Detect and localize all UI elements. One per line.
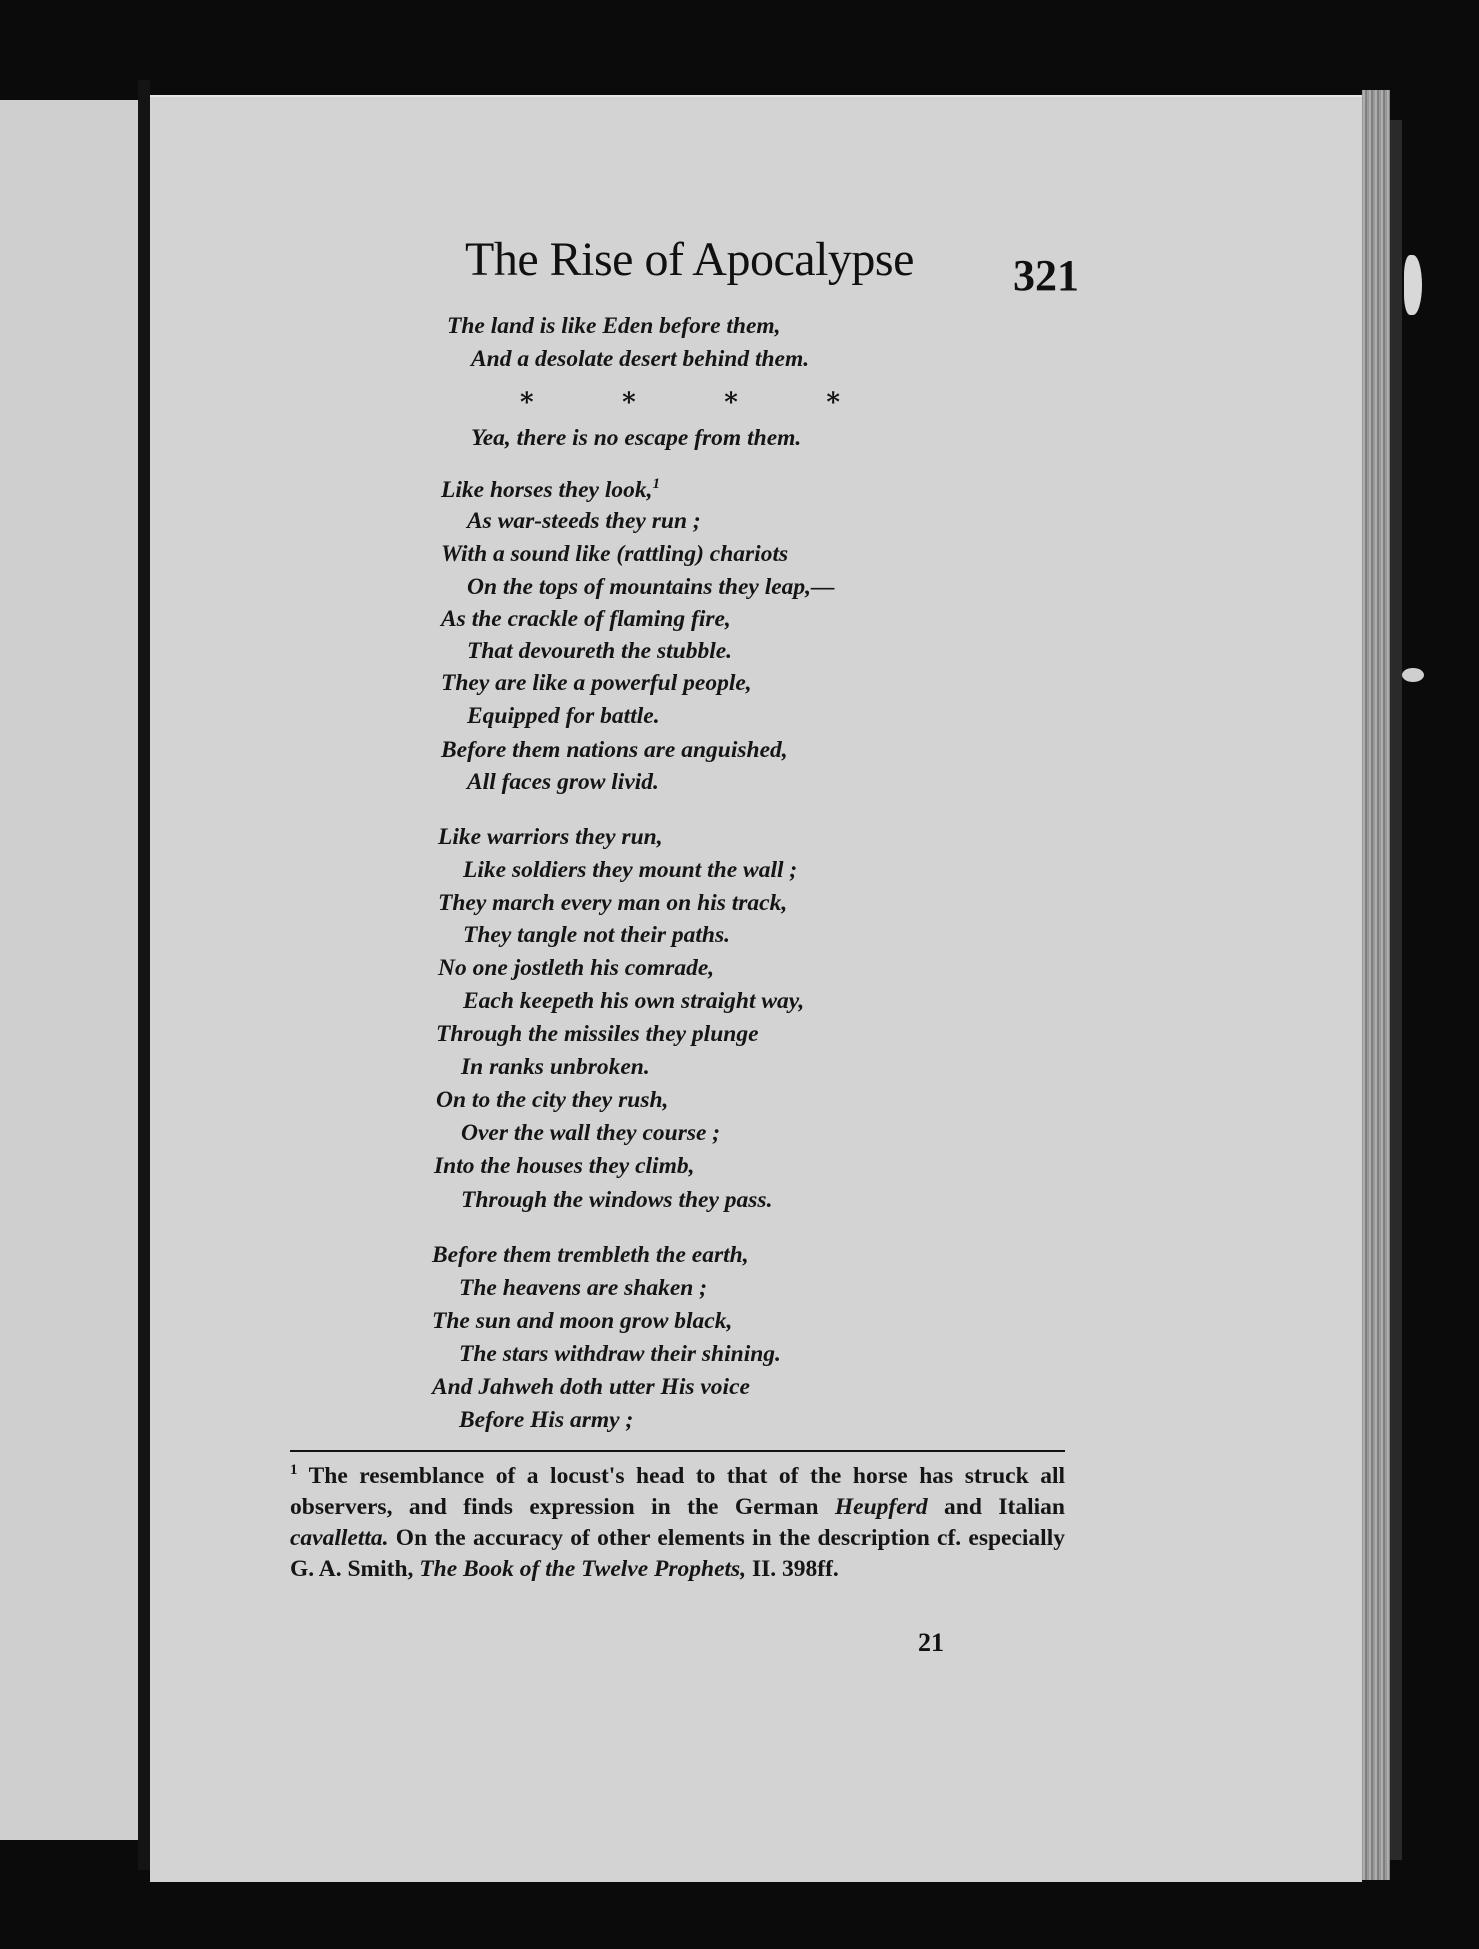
footnote [290,1455,1065,1585]
footnote-reference: 1 [652,476,660,492]
footnote-text: On the accuracy of other elements in the description cf. especially G. A. Smith, [290,1524,1065,1582]
ornament-star: * [520,388,534,418]
footnote-text: The resemblance of a locust's head to that of the horse has struck all observers, and finds expression in the German [290,1462,1065,1520]
verse-line: Yea, there is no escape from them. [471,425,802,451]
verse-line: Equipped for battle. [467,703,660,729]
ornament-star: * [622,388,636,418]
verse-line: Before them trembleth the earth, [432,1242,749,1268]
verse-line: All faces grow livid. [467,769,659,795]
page-stack-shadow [1390,120,1402,1860]
page-stack-edge [1362,90,1390,1880]
verse-line: Like soldiers they mount the wall ; [463,857,798,883]
verse-line: Through the missiles they plunge [436,1021,759,1047]
page-number: 321 [1013,251,1079,300]
verse-line: They tangle not their paths. [463,922,731,948]
footnote-term: cavalletta. [290,1524,389,1551]
verse-line: And Jahweh doth utter His voice [432,1374,750,1400]
verse-line: On the tops of mountains they leap,— [467,574,835,600]
page-speck [1402,668,1424,682]
verse-line: Each keepeth his own straight way, [463,988,805,1014]
verse-line: Like horses they look,$^1$ [441,476,660,503]
verse-line: Through the windows they pass. [461,1187,773,1213]
ornament-star: * [826,388,840,418]
verse-line: On to the city they rush, [436,1087,669,1113]
footnote-text: II. 398ff. [746,1555,839,1582]
footnote-term: Heupferd [834,1493,928,1520]
footnote-book-title: The Book of the Twelve Prophets, [419,1555,747,1582]
verse-line: As the crackle of flaming fire, [441,606,731,632]
book-gutter [138,80,150,1870]
page-tab-mark [1404,255,1422,315]
footnote-text: and Italian [927,1493,1065,1520]
facing-page-edge [0,100,141,1840]
verse-line: Before them nations are anguished, [441,737,788,763]
verse-line: The land is like Eden before them, [447,313,781,339]
verse-line: Like warriors they run, [438,824,663,850]
footnote-marker: 1 [290,1462,298,1478]
verse-line: As war-steeds they run ; [467,508,701,534]
verse-line: Into the houses they climb, [434,1153,695,1179]
running-title: The Rise of Apocalypse [465,233,914,286]
verse-line: That devoureth the stubble. [467,638,733,664]
verse-line: Before His army ; [459,1407,634,1433]
verse-line: And a desolate desert behind them. [471,346,810,372]
verse-line: They are like a powerful people, [441,670,752,696]
verse-line: The stars withdraw their shining. [459,1341,781,1367]
verse-line: No one jostleth his comrade, [438,955,715,981]
verse-line: They march every man on his track, [438,890,788,916]
section-break-ornament [520,388,840,418]
verse-line: Over the wall they course ; [461,1120,721,1146]
verse-line: With a sound like (rattling) chariots [441,541,789,567]
signature-mark: 21 [918,1628,944,1657]
verse-line: The heavens are shaken ; [459,1275,708,1301]
verse-line: In ranks unbroken. [461,1054,650,1080]
ornament-star: * [724,388,738,418]
verse-line: The sun and moon grow black, [432,1308,733,1334]
footnote-rule [290,1450,1065,1452]
